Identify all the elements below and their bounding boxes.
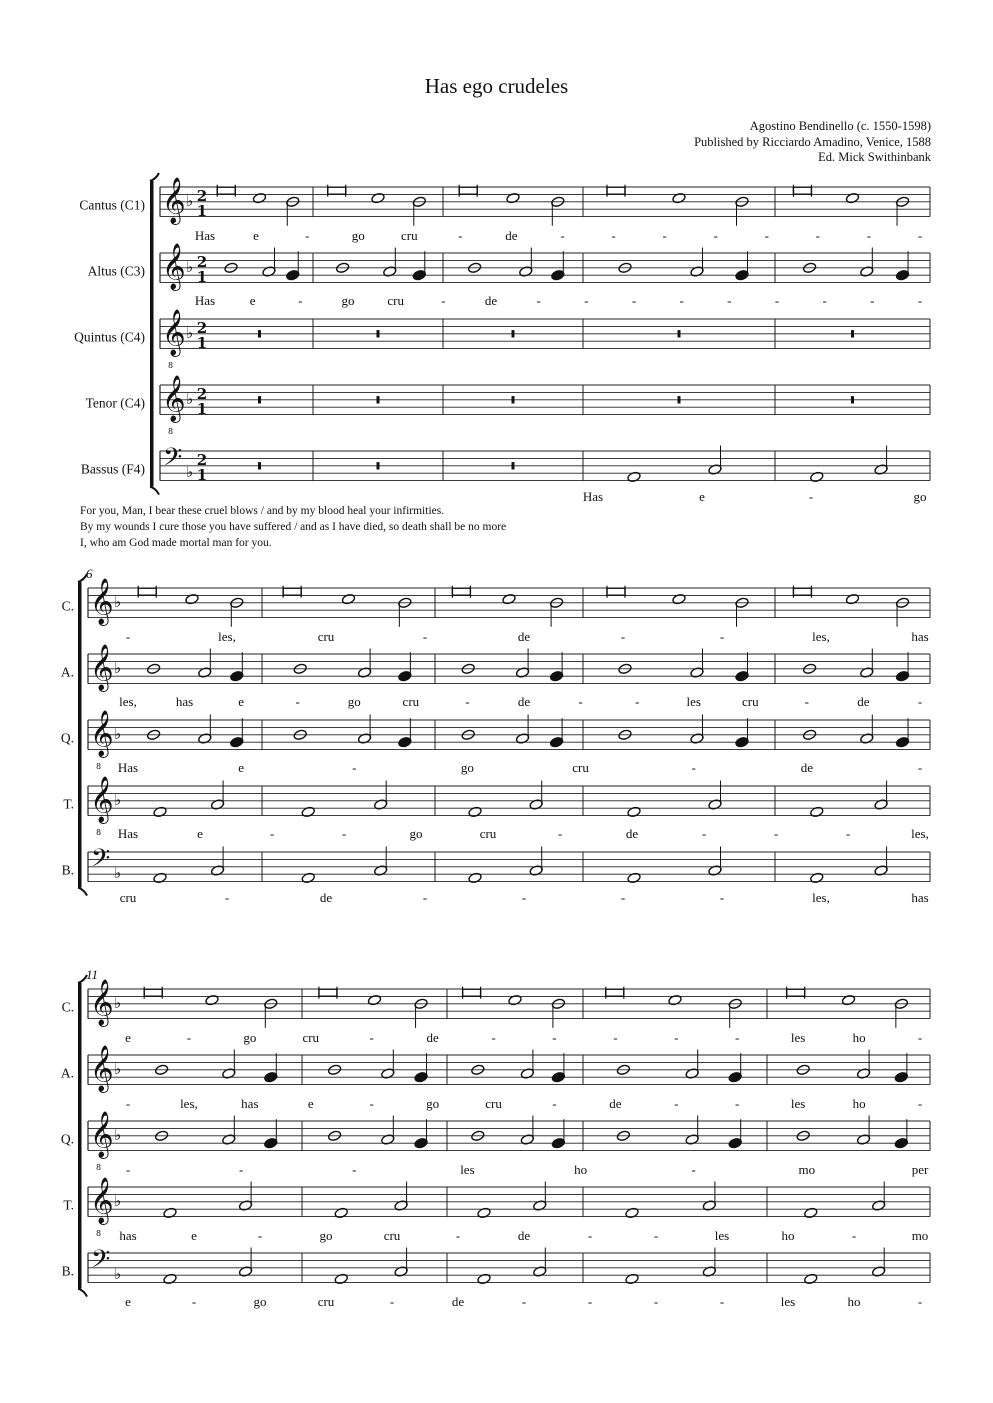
lyric-syllable: -	[808, 489, 814, 504]
treble-clef-icon: 𝄞	[90, 710, 114, 757]
score-system	[61, 566, 930, 905]
lyric-syllable: cru	[317, 629, 335, 644]
lyric-syllable: -	[653, 1228, 659, 1243]
flat-icon: ♭	[114, 790, 122, 809]
lyric-syllable: -	[191, 1294, 197, 1309]
lyric-syllable: -	[552, 1096, 557, 1111]
voice-name: Bassus (F4)	[80, 461, 145, 477]
lyric-syllable: cru	[387, 293, 404, 308]
voice-name: A.	[60, 664, 74, 680]
lyric-syllable: -	[521, 1294, 527, 1309]
lyric-syllable: -	[773, 826, 779, 841]
lyric-syllable: go	[253, 1294, 267, 1309]
flat-icon: ♭	[114, 658, 122, 677]
lyric-syllable: go	[409, 826, 423, 841]
lyric-syllable: -	[352, 1162, 357, 1177]
bass-clef-icon: 𝄢	[91, 844, 111, 880]
lyric-syllable: de	[800, 760, 813, 775]
lyric-syllable: has	[119, 1228, 137, 1243]
translation-line: I, who am God made mortal man for you.	[80, 537, 272, 549]
lyric-syllable: -	[719, 629, 725, 644]
lyric-syllable: -	[701, 826, 707, 841]
lyric-syllable: -	[845, 826, 851, 841]
lyric-syllable: e	[307, 1096, 314, 1111]
voice-staff	[61, 1112, 930, 1177]
lyric-syllable: cru	[302, 1030, 320, 1045]
lyric-syllable: -	[804, 694, 810, 709]
treble-clef-icon: 𝄞	[162, 375, 186, 422]
score-system	[61, 967, 930, 1309]
lyric-syllable: -	[917, 1096, 923, 1111]
lyric-syllable: cru	[317, 1294, 335, 1309]
lyric-syllable: les,	[812, 629, 830, 644]
rest-mark	[512, 330, 515, 337]
bass-clef-icon: 𝄢	[91, 1245, 111, 1281]
lyric-syllable: go	[243, 1030, 257, 1045]
meter-top: 2	[196, 385, 208, 404]
lyric-syllable: -	[870, 293, 875, 308]
meter-bottom: 1	[196, 333, 208, 352]
lyric-syllable: -	[465, 694, 470, 709]
lyric-syllable: -	[557, 826, 563, 841]
breve-note	[217, 187, 235, 194]
lyric-syllable: Has	[117, 760, 139, 775]
voice-staff	[86, 376, 930, 436]
voice-name: Altus (C3)	[87, 263, 145, 279]
voice-name: Tenor (C4)	[85, 395, 145, 411]
lyric-syllable: -	[735, 1030, 740, 1045]
octave-mark-icon: 8	[96, 827, 102, 837]
breve-note	[138, 588, 156, 595]
breve-note	[459, 187, 477, 194]
lyric-syllable: -	[422, 890, 428, 905]
lyric-syllable: ho	[852, 1030, 866, 1045]
voice-name: Q.	[60, 1131, 74, 1147]
lyric-syllable: -	[917, 760, 923, 775]
lyric-syllable: go	[341, 293, 355, 308]
lyric-syllable: -	[815, 228, 821, 243]
bracket-hook	[150, 487, 159, 495]
lyric-syllable: cru	[119, 890, 137, 905]
flat-icon: ♭	[186, 191, 194, 210]
lyric-syllable: -	[269, 826, 275, 841]
octave-mark-icon: 8	[96, 1162, 102, 1172]
lyric-syllable: has	[241, 1096, 259, 1111]
lyric-syllable: les	[790, 1030, 806, 1045]
lyric-syllable: -	[719, 1294, 725, 1309]
rest-mark	[678, 396, 681, 403]
voice-staff	[79, 178, 930, 243]
lyric-syllable: -	[917, 694, 923, 709]
breve-note	[328, 187, 346, 194]
voice-staff	[74, 310, 930, 370]
breve-note	[606, 989, 624, 996]
meter-bottom: 1	[196, 267, 208, 286]
lyric-syllable: de	[319, 890, 333, 905]
lyric-syllable: e	[253, 228, 259, 243]
meter-top: 2	[196, 319, 208, 338]
lyric-syllable: -	[341, 826, 347, 841]
lyric-syllable: -	[917, 228, 923, 243]
flat-icon: ♭	[114, 1059, 122, 1078]
lyric-syllable: -	[917, 1294, 923, 1309]
lyric-syllable: Has	[117, 826, 139, 841]
lyric-syllable: -	[691, 760, 696, 775]
system-bracket	[78, 983, 82, 1289]
lyric-syllable: e	[125, 1294, 131, 1309]
lyric-syllable: -	[298, 293, 303, 308]
lyric-syllable: cru	[572, 760, 589, 775]
lyric-syllable: de	[517, 694, 531, 709]
lyric-syllable: go	[426, 1096, 440, 1111]
voice-staff	[81, 443, 930, 504]
breve-note	[787, 989, 805, 996]
lyric-syllable: -	[455, 1228, 461, 1243]
lyric-syllable: -	[352, 760, 357, 775]
lyric-syllable: -	[578, 694, 583, 709]
flat-icon: ♭	[186, 389, 194, 408]
voice-staff	[61, 645, 930, 709]
measure-number: 11	[86, 967, 99, 982]
voice-staff	[63, 1178, 930, 1243]
lyric-syllable: has	[911, 890, 929, 905]
flat-icon: ♭	[114, 864, 122, 883]
lyric-syllable: -	[866, 228, 872, 243]
flat-icon: ♭	[114, 592, 122, 611]
lyric-syllable: -	[713, 228, 718, 243]
voice-staff	[62, 980, 930, 1045]
lyric-syllable: de	[451, 1294, 465, 1309]
lyric-syllable: -	[851, 1228, 857, 1243]
lyric-syllable: cru	[383, 1228, 401, 1243]
treble-clef-icon: 𝄞	[90, 1045, 114, 1092]
system-bracket	[78, 582, 82, 888]
voice-name: T.	[63, 1197, 74, 1213]
lyric-syllable: les,	[180, 1096, 198, 1111]
voice-staff	[63, 777, 930, 841]
lyric-syllable: les,	[911, 826, 929, 841]
rest-mark	[258, 462, 261, 469]
composer-credit: Agostino Bendinello (c. 1550-1598)	[749, 119, 931, 133]
voice-name: Q.	[60, 730, 74, 746]
system-bracket	[150, 181, 154, 487]
lyric-syllable: -	[125, 1162, 131, 1177]
lyric-syllable: -	[491, 1030, 496, 1045]
lyric-syllable: de	[857, 694, 870, 709]
lyric-syllable: cru	[479, 826, 497, 841]
lyric-syllable: Has	[194, 228, 216, 243]
lyric-syllable: mo	[911, 1228, 929, 1243]
rest-mark	[258, 330, 261, 337]
lyric-syllable: de	[517, 1228, 531, 1243]
lyric-syllable: ho	[781, 1228, 795, 1243]
lyric-syllable: go	[319, 1228, 333, 1243]
lyric-syllable: -	[822, 293, 827, 308]
lyric-syllable: cru	[402, 694, 420, 709]
treble-clef-icon: 𝄞	[162, 177, 186, 224]
voice-staff	[62, 844, 930, 905]
lyric-syllable: les	[714, 1228, 730, 1243]
octave-mark-icon: 8	[96, 761, 102, 771]
treble-clef-icon: 𝄞	[90, 1177, 114, 1224]
lyric-syllable: -	[620, 890, 626, 905]
voice-staff	[61, 1046, 930, 1111]
lyric-syllable: has	[175, 694, 194, 709]
lyric-syllable: e	[238, 694, 245, 709]
flat-icon: ♭	[186, 257, 194, 276]
voice-name: C.	[61, 598, 74, 614]
voice-staff	[61, 711, 930, 775]
meter-top: 2	[196, 187, 208, 206]
voice-name: Quintus (C4)	[74, 329, 145, 345]
lyric-syllable: les,	[119, 694, 137, 709]
breve-note	[607, 588, 625, 595]
treble-clef-icon: 𝄞	[162, 309, 186, 356]
lyric-syllable: Has	[582, 489, 604, 504]
lyric-syllable: -	[304, 228, 310, 243]
measure-number: 6	[86, 566, 93, 581]
lyric-syllable: -	[917, 1030, 923, 1045]
lyric-syllable: ho	[847, 1294, 861, 1309]
flat-icon: ♭	[114, 724, 122, 743]
bracket-hook	[78, 1289, 87, 1297]
rest-mark	[512, 396, 515, 403]
lyric-syllable: -	[125, 1096, 131, 1111]
treble-clef-icon: 𝄞	[90, 1111, 114, 1158]
voice-name: T.	[63, 796, 74, 812]
lyric-syllable: -	[224, 890, 230, 905]
flat-icon: ♭	[186, 463, 194, 482]
breve-note	[452, 588, 470, 595]
lyric-syllable: -	[691, 1162, 696, 1177]
lyric-syllable: -	[727, 293, 732, 308]
flat-icon: ♭	[114, 1125, 122, 1144]
lyric-syllable: -	[295, 694, 300, 709]
breve-note	[144, 989, 162, 996]
rest-mark	[851, 396, 854, 403]
lyric-syllable: e	[699, 489, 705, 504]
lyric-syllable: per	[911, 1162, 929, 1177]
lyric-syllable: -	[369, 1030, 374, 1045]
rest-mark	[377, 396, 380, 403]
voice-name: C.	[61, 999, 74, 1015]
lyric-syllable: -	[389, 1294, 395, 1309]
lyric-syllable: -	[662, 228, 667, 243]
lyric-syllable: -	[611, 228, 616, 243]
meter-bottom: 1	[196, 201, 208, 220]
piece-title: Has ego crudeles	[424, 74, 569, 98]
lyric-syllable: e	[191, 1228, 197, 1243]
lyric-syllable: go	[351, 228, 365, 243]
flat-icon: ♭	[114, 993, 122, 1012]
rest-mark	[377, 462, 380, 469]
lyric-syllable: e	[197, 826, 203, 841]
translation-line: For you, Man, I bear these cruel blows / and by my blood heal your infirmities.	[80, 505, 445, 517]
lyric-syllable: e	[249, 293, 256, 308]
octave-mark-icon: 8	[168, 426, 174, 436]
lyric-syllable: les,	[812, 890, 830, 905]
lyric-syllable: -	[441, 293, 446, 308]
lyric-syllable: de	[426, 1030, 439, 1045]
lyric-syllable: -	[584, 293, 589, 308]
lyric-syllable: -	[587, 1228, 593, 1243]
lyric-syllable: mo	[798, 1162, 816, 1177]
lyric-syllable: de	[609, 1096, 622, 1111]
lyric-syllable: -	[186, 1030, 192, 1045]
treble-clef-icon: 𝄞	[90, 979, 114, 1026]
treble-clef-icon: 𝄞	[162, 243, 186, 290]
meter-bottom: 1	[196, 465, 208, 484]
octave-mark-icon: 8	[168, 360, 174, 370]
translation-line: By my wounds I cure those you have suffered / and as I have died, so death shall be no more	[80, 521, 507, 533]
bass-clef-icon: 𝄢	[163, 443, 183, 479]
lyric-syllable: go	[347, 694, 361, 709]
lyric-syllable: -	[917, 293, 923, 308]
lyric-syllable: ho	[852, 1096, 866, 1111]
lyric-syllable: -	[674, 1096, 679, 1111]
lyric-syllable: e	[125, 1030, 131, 1045]
meter-top: 2	[196, 253, 208, 272]
lyric-syllable: -	[521, 890, 527, 905]
lyric-syllable: de	[484, 293, 498, 308]
lyric-syllable: -	[422, 629, 428, 644]
lyric-syllable: -	[719, 890, 725, 905]
voice-name: Cantus (C1)	[79, 197, 145, 213]
meter-bottom: 1	[196, 399, 208, 418]
lyric-syllable: les	[790, 1096, 806, 1111]
lyric-syllable: les	[686, 694, 701, 709]
meter-top: 2	[196, 451, 208, 470]
rest-mark	[258, 396, 261, 403]
treble-clef-icon: 𝄞	[90, 644, 114, 691]
lyric-syllable: -	[674, 1030, 679, 1045]
lyric-syllable: de	[505, 228, 518, 243]
lyric-syllable: -	[620, 629, 626, 644]
lyric-syllable: Has	[194, 293, 216, 308]
editor-credit: Ed. Mick Swithinbank	[818, 150, 931, 164]
lyric-syllable: cru	[741, 694, 759, 709]
voice-staff	[62, 1245, 930, 1309]
lyric-syllable: de	[625, 826, 639, 841]
lyric-syllable: -	[613, 1030, 618, 1045]
lyric-syllable: -	[735, 1096, 740, 1111]
bracket-hook	[150, 173, 159, 181]
lyric-syllable: ho	[574, 1162, 588, 1177]
lyric-syllable: go	[460, 760, 474, 775]
lyric-syllable: -	[125, 629, 131, 644]
lyric-syllable: -	[587, 1294, 593, 1309]
rest-mark	[851, 330, 854, 337]
score-system	[74, 173, 930, 504]
lyric-syllable: -	[679, 293, 684, 308]
bracket-hook	[78, 888, 87, 896]
breve-note	[463, 989, 481, 996]
voice-name: B.	[61, 1263, 74, 1279]
voice-staff	[88, 244, 930, 308]
flat-icon: ♭	[114, 1265, 122, 1284]
lyric-syllable: les	[780, 1294, 796, 1309]
treble-clef-icon: 𝄞	[90, 578, 114, 625]
breve-note	[607, 187, 625, 194]
lyric-syllable: e	[238, 760, 245, 775]
rest-mark	[678, 330, 681, 337]
lyric-syllable: -	[560, 228, 565, 243]
lyric-syllable: de	[517, 629, 531, 644]
lyric-syllable: -	[774, 293, 780, 308]
voice-name: B.	[61, 862, 74, 878]
rest-mark	[512, 462, 515, 469]
lyric-syllable: -	[653, 1294, 659, 1309]
lyric-syllable: -	[536, 293, 541, 308]
voice-staff	[62, 579, 930, 644]
lyric-syllable: -	[764, 228, 769, 243]
publisher-credit: Published by Ricciardo Amadino, Venice, 1588	[694, 134, 931, 149]
lyric-syllable: cru	[400, 228, 418, 243]
octave-mark-icon: 8	[96, 1228, 102, 1238]
lyric-syllable: -	[552, 1030, 557, 1045]
lyric-syllable: -	[238, 1162, 244, 1177]
breve-note	[319, 989, 337, 996]
lyric-syllable: go	[913, 489, 927, 504]
flat-icon: ♭	[186, 323, 194, 342]
lyric-syllable: -	[634, 694, 640, 709]
breve-note	[283, 588, 301, 595]
lyric-syllable: has	[911, 629, 929, 644]
lyric-syllable: -	[257, 1228, 263, 1243]
lyric-syllable: les	[460, 1162, 475, 1177]
breve-note	[793, 187, 811, 194]
treble-clef-icon: 𝄞	[90, 776, 114, 823]
voice-name: A.	[60, 1065, 74, 1081]
breve-note	[793, 588, 811, 595]
lyric-syllable: les,	[218, 629, 236, 644]
rest-mark	[377, 330, 380, 337]
lyric-syllable: -	[458, 228, 463, 243]
lyric-syllable: -	[631, 293, 637, 308]
lyric-syllable: -	[369, 1096, 374, 1111]
lyric-syllable: cru	[485, 1096, 502, 1111]
flat-icon: ♭	[114, 1191, 122, 1210]
